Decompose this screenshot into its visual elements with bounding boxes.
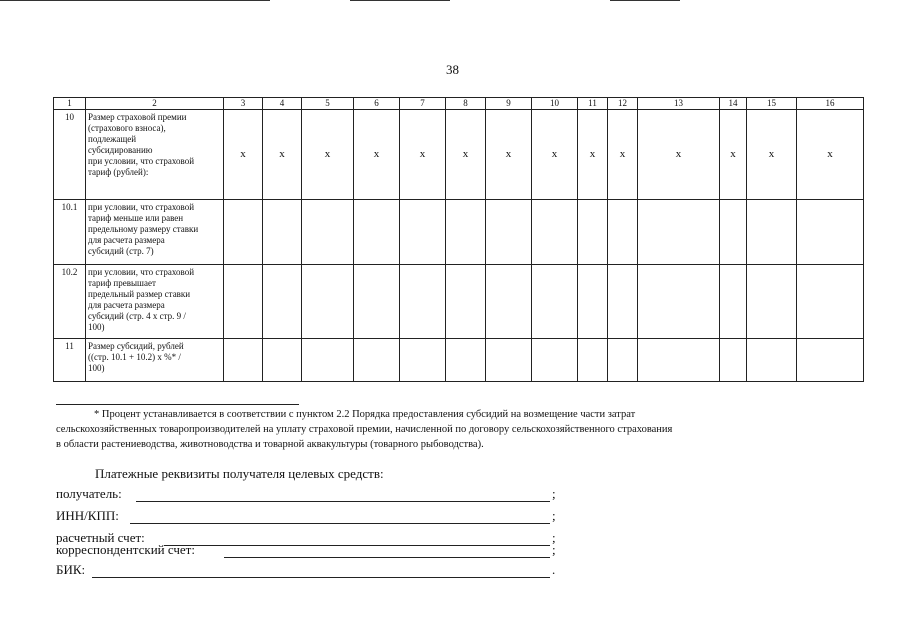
row-description-line: для расчета размера	[88, 235, 165, 245]
table-cell	[400, 265, 446, 339]
row-description-line: при условии, что страховой	[88, 267, 195, 277]
row-description	[86, 110, 224, 200]
column-number: 5	[302, 98, 354, 110]
table-cell	[720, 339, 747, 382]
column-number: 10	[532, 98, 578, 110]
table-cell	[638, 200, 720, 265]
row-description-line: 100)	[88, 322, 105, 332]
column-number: 4	[263, 98, 302, 110]
table-cell	[400, 200, 446, 265]
field-end: ;	[552, 542, 556, 557]
subsidy-table	[53, 97, 864, 382]
row-description-line: тариф (рублей):	[88, 167, 149, 177]
table-cell	[747, 339, 797, 382]
blank-line	[136, 501, 550, 502]
column-number: 15	[747, 98, 797, 110]
table-cell	[302, 265, 354, 339]
table-cell	[532, 200, 578, 265]
row-description	[86, 339, 224, 382]
table-cell	[578, 200, 608, 265]
column-number: 1	[54, 98, 86, 110]
scan-edge-line	[610, 0, 680, 1]
table-cell	[446, 339, 486, 382]
table-cell	[747, 200, 797, 265]
row-description-line: субсидированию	[88, 145, 153, 155]
row-description-line: тариф меньше или равен	[88, 213, 184, 223]
column-number: 14	[720, 98, 747, 110]
table-cell	[302, 200, 354, 265]
table-cell	[224, 265, 263, 339]
column-number: 16	[797, 98, 864, 110]
footnote-line: в области растениеводства, животноводства и товарной аквакультуры (товарного рыбоводства).	[56, 439, 484, 450]
table-cell	[720, 265, 747, 339]
column-number: 11	[578, 98, 608, 110]
table-cell	[638, 339, 720, 382]
table-cell	[532, 265, 578, 339]
footnote-line: сельскохозяйственных товаропроизводителей на уплату страховой премии, начисленной по договору сельскохозяйственного страхования	[56, 424, 673, 435]
field-end: .	[552, 562, 556, 577]
row-description-line: тариф превышает	[88, 278, 156, 288]
table-row	[54, 265, 864, 339]
table-cell	[446, 200, 486, 265]
blank-line	[92, 577, 550, 578]
scan-edge-line	[0, 0, 270, 1]
row-description-line: субсидий (стр. 7)	[88, 246, 154, 256]
column-number: 8	[446, 98, 486, 110]
field-label: БИК:	[56, 562, 86, 577]
table-cell	[400, 339, 446, 382]
table-cell	[486, 265, 532, 339]
scan-edge-line	[350, 0, 450, 1]
bik-field	[56, 562, 556, 578]
row-description-line: предельный размер ставки	[88, 289, 191, 299]
table-row	[54, 339, 864, 382]
table-cell	[720, 200, 747, 265]
column-number: 3	[224, 98, 263, 110]
row-description-line: субсидий (стр. 4 х стр. 9 /	[88, 311, 186, 321]
footnote-separator	[56, 404, 299, 405]
row-description-line: для расчета размера	[88, 300, 165, 310]
table-cell: х	[608, 110, 638, 200]
footnote-line: * Процент устанавливается в соответствии с пунктом 2.2 Порядка предоставления субсидий на возмещение части затрат	[94, 409, 636, 420]
table-cell	[224, 200, 263, 265]
table-cell	[446, 265, 486, 339]
table-cell	[638, 265, 720, 339]
table-cell	[578, 265, 608, 339]
row-number: 10	[54, 110, 86, 200]
field-end: ;	[552, 486, 556, 501]
table-cell	[797, 265, 864, 339]
table-cell: х	[400, 110, 446, 200]
row-description-line: предельному размеру ставки	[88, 224, 199, 234]
table-cell	[354, 265, 400, 339]
row-description	[86, 265, 224, 339]
row-description-line: при условии, что страховой	[88, 202, 195, 212]
correspondent-account-field	[56, 542, 556, 558]
table-cell	[354, 200, 400, 265]
table-cell	[532, 339, 578, 382]
table-cell: х	[720, 110, 747, 200]
column-number: 6	[354, 98, 400, 110]
column-number-row	[54, 98, 864, 110]
table-cell: х	[797, 110, 864, 200]
row-description-line: Размер страховой премии	[88, 112, 187, 122]
table-cell: х	[446, 110, 486, 200]
field-end: ;	[552, 508, 556, 523]
table-cell	[302, 339, 354, 382]
table-cell	[224, 339, 263, 382]
table-cell	[486, 339, 532, 382]
inn-kpp-field	[56, 508, 556, 524]
column-number: 7	[400, 98, 446, 110]
footnote	[56, 407, 845, 452]
row-description	[86, 200, 224, 265]
blank-line	[164, 545, 550, 546]
table-cell: х	[302, 110, 354, 200]
row-description-line: 100)	[88, 363, 105, 373]
table-cell: х	[224, 110, 263, 200]
table-cell	[797, 200, 864, 265]
table-cell: х	[486, 110, 532, 200]
table-cell	[354, 339, 400, 382]
table-cell	[797, 339, 864, 382]
blank-line	[224, 557, 550, 558]
row-description-line: подлежащей	[88, 134, 137, 144]
row-number: 10.1	[54, 200, 86, 265]
column-number: 13	[638, 98, 720, 110]
table-cell: х	[263, 110, 302, 200]
recipient-field	[56, 486, 556, 502]
table-cell	[608, 265, 638, 339]
table-row	[54, 110, 864, 200]
field-end: ;	[552, 530, 556, 545]
table-cell: х	[747, 110, 797, 200]
table-cell: х	[578, 110, 608, 200]
table-cell	[263, 339, 302, 382]
table-cell	[747, 265, 797, 339]
row-description-line: ((стр. 10.1 + 10.2) х %* /	[88, 352, 181, 362]
row-number: 10.2	[54, 265, 86, 339]
row-number: 11	[54, 339, 86, 382]
payment-details-title: Платежные реквизиты получателя целевых средств:	[95, 466, 384, 481]
row-description-line: Размер субсидий, рублей	[88, 341, 184, 351]
table-cell: х	[532, 110, 578, 200]
blank-line	[130, 523, 550, 524]
column-number: 2	[86, 98, 224, 110]
table-cell	[486, 200, 532, 265]
table-row	[54, 200, 864, 265]
table-cell: х	[354, 110, 400, 200]
table-cell	[608, 200, 638, 265]
column-number: 12	[608, 98, 638, 110]
row-description-line: (страхового взноса),	[88, 123, 166, 133]
column-number: 9	[486, 98, 532, 110]
row-description-line: при условии, что страховой	[88, 156, 195, 166]
field-label: корреспондентский счет:	[56, 542, 195, 557]
field-label: расчетный счет:	[56, 530, 145, 545]
table-cell	[263, 265, 302, 339]
table-cell	[263, 200, 302, 265]
table-cell	[608, 339, 638, 382]
page-number: 38	[446, 62, 459, 77]
field-label: ИНН/КПП:	[56, 508, 119, 523]
field-label: получатель:	[56, 486, 122, 501]
table-cell: х	[638, 110, 720, 200]
table-cell	[578, 339, 608, 382]
